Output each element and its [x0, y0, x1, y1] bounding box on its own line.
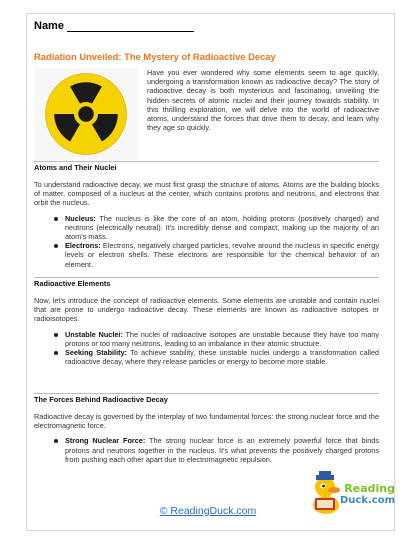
radiation-image [34, 68, 138, 160]
readingduck-link[interactable]: © ReadingDuck.com [159, 505, 257, 517]
section-heading: Atoms and Their Nuclei [34, 163, 117, 172]
bullet-text: The nucleus is like the core of an atom, holding protons (positively charged) and neutrons (electrically neutral). It's incredibly dense and compact, making up the majority of an atom's mass. [65, 213, 379, 242]
section-paragraph: Radioactive decay is governed by the interplay of two fundamental forces: the strong nuclear force and the electromagnetic force. [34, 412, 379, 431]
bullet-list [34, 214, 379, 269]
bullet-text: The nuclei of radioactive isotopes are unstable because they have too many protons or too many neutrons, leading to an imbalance in their atomic structure. [65, 329, 379, 348]
bullet-term: Electrons: [65, 241, 101, 251]
logo-wordmark [340, 483, 395, 507]
name-blank-line [67, 21, 194, 32]
list-item [52, 241, 379, 269]
bullet-term: Nucleus: [65, 213, 96, 223]
list-item [52, 214, 379, 242]
name-label: Name [34, 20, 64, 32]
logo-line2: Duck.com [339, 495, 395, 506]
section-forces [34, 395, 379, 464]
bullet-text: To achieve stability, these unstable nuclei undergo a transformation called radioactive decay, where they release particles or energy to become more stable. [65, 348, 379, 367]
bullet-text: Electrons, negatively charged particles, revolve around the nucleus in specific energy levels or electron shells. These electrons are responsible for the chemical behavior of an element. [65, 241, 379, 269]
page-title: Radiation Unveiled: The Mystery of Radioactive Decay [34, 51, 276, 62]
section-heading: The Forces Behind Radioactive Decay [34, 395, 168, 404]
duck-mascot-icon [309, 471, 343, 515]
radiation-symbol-icon [43, 71, 129, 157]
list-item [52, 330, 379, 348]
section-divider [34, 277, 379, 278]
bullet-term: Seeking Stability: [65, 348, 128, 358]
list-item [52, 436, 379, 464]
bullet-text: The strong nuclear force is an extremely powerful force that binds protons and neutrons together in the nucleus. It's what prevents the positively charged protons from pushing each other apart due to electromagnetic repulsion. [65, 436, 380, 464]
section-divider [34, 161, 379, 162]
section-paragraph: Now, let's introduce the concept of radioactive elements. Some elements are unstable and contain nuclei that are prone to undergo radioactive decay. These elements are known as radioactive isotopes or radioisotopes. [34, 296, 379, 324]
section-atoms [34, 163, 379, 269]
list-item [52, 348, 379, 366]
section-heading: Radioactive Elements [34, 279, 111, 288]
readingduck-logo [309, 467, 395, 525]
name-field-row [34, 20, 194, 32]
section-radioactive-elements [34, 279, 379, 366]
bullet-list [34, 436, 379, 464]
intro-paragraph: Have you ever wondered why some elements seem to age quickly, undergoing a transformation known as radioactive decay? The story of radioactive decay is both mysterious and fascinating, unveiling the hidden secrets of atomic nuclei and their journey towards stability. In this thrilling exploration, we will delve into the world of radioactive atoms, understand the forces that drive them to decay, and learn why they age so quickly. [147, 68, 379, 133]
bullet-term: Unstable Nuclei: [65, 329, 123, 339]
bullet-term: Strong Nuclear Force: [65, 436, 146, 446]
logo-line1: Reading [344, 482, 395, 495]
section-divider [34, 393, 379, 394]
bullet-list [34, 330, 379, 367]
section-paragraph: To understand radioactive decay, we must first grasp the structure of atoms. Atoms are the building blocks of matter, composed of a nucleus at the center, which contains protons and neutrons, and electrons that orbit the nucleus. [34, 180, 379, 208]
